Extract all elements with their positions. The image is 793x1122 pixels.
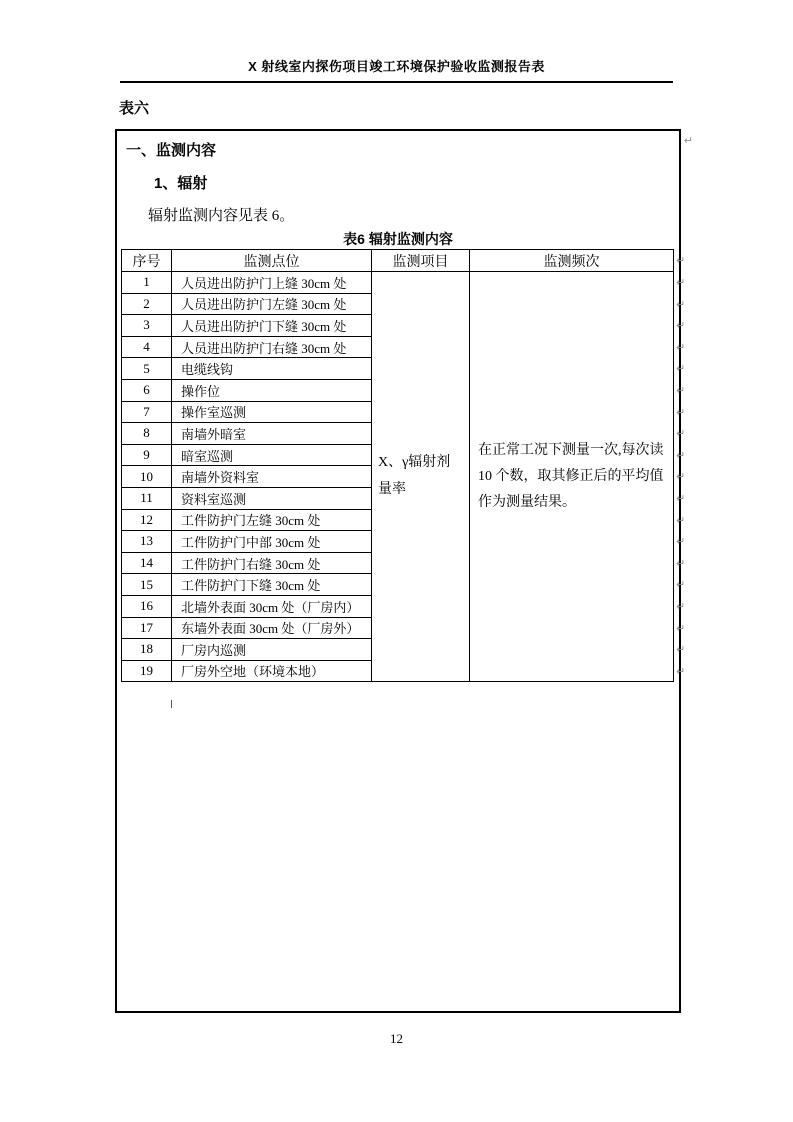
monitoring-point: 工件防护门下缝 30cm 处 <box>172 574 372 596</box>
row-number: 17 <box>122 617 172 639</box>
page-number: 12 <box>390 1031 403 1046</box>
return-mark-icon: ↵ <box>676 643 686 656</box>
row-number: 3 <box>122 315 172 337</box>
return-mark-icon: ↵ <box>676 535 686 548</box>
monitoring-point: 工件防护门中部 30cm 处 <box>172 531 372 553</box>
row-number: 1 <box>122 272 172 294</box>
row-number: 11 <box>122 487 172 509</box>
monitoring-table <box>121 249 674 682</box>
return-mark-icon: ↵ <box>676 298 686 311</box>
row-number: 4 <box>122 336 172 358</box>
monitoring-point: 人员进出防护门左缝 30cm 处 <box>172 293 372 315</box>
return-mark-icon: ↵ <box>676 254 686 267</box>
row-number: 5 <box>122 358 172 380</box>
return-mark-icon: ↵ <box>676 557 686 570</box>
monitoring-point: 厂房外空地（环境本地） <box>172 660 372 682</box>
return-mark-icon: ↵ <box>676 665 686 678</box>
row-number: 6 <box>122 379 172 401</box>
return-mark-icon: ↵ <box>676 384 686 397</box>
return-mark-icon: ↵ <box>676 578 686 591</box>
header-cell-project: 监测项目 <box>372 250 470 272</box>
monitoring-point: 操作室巡测 <box>172 401 372 423</box>
row-number: 8 <box>122 423 172 445</box>
monitoring-point: 人员进出防护门右缝 30cm 处 <box>172 336 372 358</box>
row-number: 9 <box>122 444 172 466</box>
monitoring-point: 人员进出防护门上缝 30cm 处 <box>172 272 372 294</box>
row-number: 14 <box>122 552 172 574</box>
header-cell-frequency: 监测频次 <box>470 250 674 272</box>
header-divider <box>120 81 673 83</box>
return-mark-icon: ↵ <box>676 600 686 613</box>
return-mark-icon: ↵ <box>676 514 686 527</box>
row-number: 13 <box>122 531 172 553</box>
monitoring-point: 资料室巡测 <box>172 487 372 509</box>
return-mark-icon: ↵ <box>676 427 686 440</box>
return-mark-icon: ↵ <box>676 341 686 354</box>
return-mark-icon: ↵ <box>676 470 686 483</box>
row-number: 15 <box>122 574 172 596</box>
monitoring-point: 工件防护门左缝 30cm 处 <box>172 509 372 531</box>
monitoring-point: 厂房内巡测 <box>172 639 372 661</box>
return-mark-icon: ↵ <box>676 406 686 419</box>
monitoring-point: 电缆线钩 <box>172 358 372 380</box>
table-header-row <box>122 250 674 272</box>
monitoring-point: 北墙外表面 30cm 处（厂房内） <box>172 595 372 617</box>
row-number: 19 <box>122 660 172 682</box>
monitoring-point: 南墙外资料室 <box>172 466 372 488</box>
return-mark-icon: ↵ <box>676 362 686 375</box>
monitoring-point: 人员进出防护门下缝 30cm 处 <box>172 315 372 337</box>
row-number: 7 <box>122 401 172 423</box>
monitoring-point: 操作位 <box>172 379 372 401</box>
return-mark-icon: ↵ <box>676 319 686 332</box>
row-number: 12 <box>122 509 172 531</box>
monitoring-table-wrap <box>121 249 686 682</box>
header-cell-point: 监测点位 <box>172 250 372 272</box>
monitoring-point: 工件防护门右缝 30cm 处 <box>172 552 372 574</box>
header-cell-index: 序号 <box>122 250 172 272</box>
row-number: 2 <box>122 293 172 315</box>
return-mark-icon: ↵ <box>676 622 686 635</box>
return-mark-icon: ↵ <box>683 134 693 147</box>
return-mark-icon: ↵ <box>676 492 686 505</box>
section-heading: 一、监测内容 <box>126 142 217 159</box>
border-tail <box>171 700 172 708</box>
monitoring-frequency-cell: 在正常工况下测量一次,每次读10 个数，取其修正后的平均值作为测量结果。 <box>470 272 674 682</box>
section-subheading: 1、辐射 <box>154 175 208 192</box>
row-number: 10 <box>122 466 172 488</box>
row-number: 18 <box>122 639 172 661</box>
intro-paragraph: 辐射监测内容见表 6。 <box>148 208 295 224</box>
monitoring-item-cell: X、γ辐射剂量率 <box>372 272 470 682</box>
monitoring-table-body <box>122 272 674 682</box>
content-box <box>115 129 693 1013</box>
return-mark-icon: ↵ <box>676 276 686 289</box>
return-mark-icon: ↵ <box>676 449 686 462</box>
monitoring-point: 暗室巡测 <box>172 444 372 466</box>
monitoring-point: 东墙外表面 30cm 处（厂房外） <box>172 617 372 639</box>
monitoring-point: 南墙外暗室 <box>172 423 372 445</box>
table-row <box>122 272 674 294</box>
document-header-title: X 射线室内探伤项目竣工环境保护验收监测报告表 <box>248 59 545 74</box>
row-number: 16 <box>122 595 172 617</box>
table-caption: 表6 辐射监测内容 <box>343 231 453 247</box>
section-label: 表六 <box>119 100 150 117</box>
